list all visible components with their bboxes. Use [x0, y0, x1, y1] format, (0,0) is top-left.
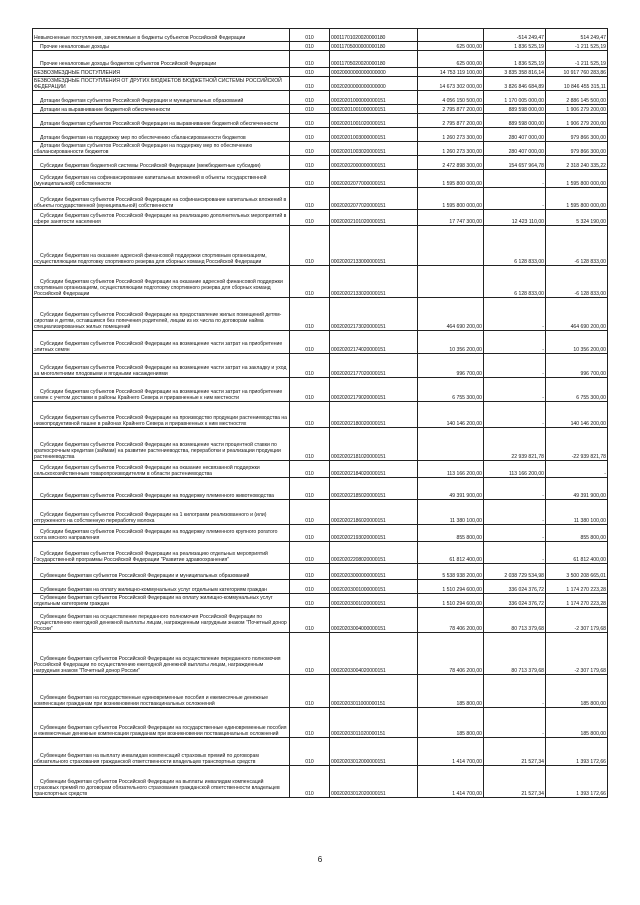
row-approved-amount: 61 812 400,00 — [418, 542, 484, 564]
table-row — [33, 402, 608, 428]
row-name: Субвенции бюджетам субъектов Российской Федерации и муниципальных образований — [33, 564, 290, 580]
row-approved-amount: 185 800,00 — [418, 675, 484, 708]
row-budget-code: 00020203001000000151 — [330, 580, 418, 594]
row-remaining-amount: 1 393 172,66 — [546, 738, 608, 766]
row-executed-amount: 154 657 964,78 — [484, 156, 546, 170]
row-name: БЕЗВОЗМЕЗДНЫЕ ПОСТУПЛЕНИЯ — [33, 68, 290, 77]
row-remaining-amount: 1 906 279 200,00 — [546, 114, 608, 128]
row-line-code: 010 — [290, 210, 330, 226]
row-line-code: 010 — [290, 77, 330, 91]
row-line-code: 010 — [290, 708, 330, 738]
row-executed-amount: 1 836 525,19 — [484, 42, 546, 51]
row-remaining-amount: 979 866 300,00 — [546, 142, 608, 156]
row-remaining-amount: -22 939 821,78 — [546, 428, 608, 461]
row-budget-code: 00020202173020000151 — [330, 298, 418, 331]
row-name: Субсидии бюджетам на софинансирование капитальных вложений в объекты государственной (муниципальной) собственности — [33, 170, 290, 188]
row-name: Субвенции бюджетам субъектов Российской Федерации на государственные единовременные пособия и ежемесячные денежные компенсации гражданам при возникновении поствакцинальных осложнений — [33, 708, 290, 738]
table-row — [33, 331, 608, 354]
row-name: Дотации бюджетам субъектов Российской Федерации на поддержку мер по обеспечению сбалансированности бюджетов — [33, 142, 290, 156]
row-budget-code: 00020203004000000151 — [330, 608, 418, 633]
row-remaining-amount: 3 500 208 665,01 — [546, 564, 608, 580]
row-name: Субсидии бюджетам бюджетной системы Российской Федерации (межбюджетные субсидии) — [33, 156, 290, 170]
row-line-code: 010 — [290, 580, 330, 594]
row-executed-amount: - — [484, 402, 546, 428]
row-budget-code: 00020202184020000151 — [330, 461, 418, 478]
row-line-code: 010 — [290, 331, 330, 354]
row-executed-amount: -514 249,47 — [484, 29, 546, 42]
row-budget-code: 00020201001020000151 — [330, 114, 418, 128]
row-budget-code: 00011701020020000180 — [330, 29, 418, 42]
row-approved-amount: 4 056 150 500,00 — [418, 91, 484, 105]
row-executed-amount: - — [484, 500, 546, 525]
row-name: Дотации бюджетам субъектов Российской Федерации на выравнивание бюджетной обеспеченности — [33, 114, 290, 128]
row-executed-amount: 22 939 821,78 — [484, 428, 546, 461]
row-budget-code: 00020202180020000151 — [330, 402, 418, 428]
row-remaining-amount: 10 917 760 283,86 — [546, 68, 608, 77]
row-name: Субвенции бюджетам субъектов Российской Федерации на оплату жилищно-коммунальных услуг отдельным категориям граждан — [33, 594, 290, 608]
row-line-code: 010 — [290, 142, 330, 156]
row-approved-amount: 2 795 877 200,00 — [418, 114, 484, 128]
row-budget-code: 00020202174020000151 — [330, 331, 418, 354]
row-remaining-amount: 1 595 800 000,00 — [546, 188, 608, 210]
row-approved-amount: 17 747 300,00 — [418, 210, 484, 226]
row-name: БЕЗВОЗМЕЗДНЫЕ ПОСТУПЛЕНИЯ ОТ ДРУГИХ БЮДЖЕТОВ БЮДЖЕТНОЙ СИСТЕМЫ РОССИЙСКОЙ ФЕДЕРАЦИИ — [33, 77, 290, 91]
row-budget-code: 00020202193020000151 — [330, 525, 418, 542]
row-remaining-amount: -2 307 179,68 — [546, 633, 608, 675]
row-executed-amount: 113 166 200,00 — [484, 461, 546, 478]
row-name: Субсидии бюджетам субъектов Российской Федерации на возмещение части процентной ставки по краткосрочным кредитам (займам) на развитие растениеводства, переработки и реализации продукции растениеводства — [33, 428, 290, 461]
row-budget-code: 00011705020020000180 — [330, 51, 418, 68]
row-approved-amount — [418, 266, 484, 298]
row-approved-amount: 14 753 119 100,00 — [418, 68, 484, 77]
row-budget-code: 00020202101020000151 — [330, 210, 418, 226]
row-remaining-amount: -2 307 179,68 — [546, 608, 608, 633]
row-budget-code: 00020202133020000151 — [330, 266, 418, 298]
row-executed-amount: 889 598 000,00 — [484, 105, 546, 114]
row-approved-amount: 185 800,00 — [418, 708, 484, 738]
row-remaining-amount: 514 249,47 — [546, 29, 608, 42]
row-approved-amount: 10 356 200,00 — [418, 331, 484, 354]
table-row — [33, 428, 608, 461]
table-row — [33, 594, 608, 608]
row-budget-code: 00020203012020000151 — [330, 766, 418, 798]
row-remaining-amount: 6 755 300,00 — [546, 378, 608, 402]
row-line-code: 010 — [290, 188, 330, 210]
row-remaining-amount: 140 146 200,00 — [546, 402, 608, 428]
row-approved-amount: 14 673 302 000,00 — [418, 77, 484, 91]
row-remaining-amount: -6 128 833,00 — [546, 266, 608, 298]
table-row — [33, 580, 608, 594]
row-executed-amount: 80 713 379,68 — [484, 608, 546, 633]
row-approved-amount: 78 406 200,00 — [418, 608, 484, 633]
row-remaining-amount: 1 906 279 200,00 — [546, 105, 608, 114]
row-remaining-amount: 10 846 455 315,11 — [546, 77, 608, 91]
row-executed-amount: - — [484, 170, 546, 188]
row-remaining-amount: 855 800,00 — [546, 525, 608, 542]
row-executed-amount: - — [484, 525, 546, 542]
row-executed-amount: - — [484, 542, 546, 564]
row-budget-code: 00020202077000000151 — [330, 170, 418, 188]
row-remaining-amount: 10 356 200,00 — [546, 331, 608, 354]
row-name: Субсидии бюджетам субъектов Российской Федерации на предоставление жилых помещений детям-сиротам и детям, оставшимся без попечения родителей, лицам из их числа по договорам найма специализированных жилых помещений — [33, 298, 290, 331]
row-budget-code: 00020202077020000151 — [330, 188, 418, 210]
table-body — [33, 29, 608, 798]
row-name: Прочие неналоговые доходы — [33, 42, 290, 51]
row-budget-code: 00020202179020000151 — [330, 378, 418, 402]
row-remaining-amount: 2 886 145 500,00 — [546, 91, 608, 105]
table-row — [33, 226, 608, 266]
row-remaining-amount: 1 174 270 223,28 — [546, 594, 608, 608]
row-remaining-amount: 11 380 100,00 — [546, 500, 608, 525]
row-name: Субвенции бюджетам на государственные единовременные пособия и ежемесячные денежные компенсации гражданам при возникновении поствакцинальных осложнений — [33, 675, 290, 708]
row-line-code: 010 — [290, 128, 330, 142]
row-name: Дотации на выравнивание бюджетной обеспеченности — [33, 105, 290, 114]
row-line-code: 010 — [290, 542, 330, 564]
table-row — [33, 91, 608, 105]
table-row — [33, 29, 608, 42]
row-line-code: 010 — [290, 402, 330, 428]
row-line-code: 010 — [290, 51, 330, 68]
row-executed-amount: 6 128 833,00 — [484, 266, 546, 298]
row-approved-amount: 2 795 877 200,00 — [418, 105, 484, 114]
table-row — [33, 114, 608, 128]
row-executed-amount: 6 128 833,00 — [484, 226, 546, 266]
row-remaining-amount: 49 391 900,00 — [546, 478, 608, 500]
row-name: Субсидии бюджетам на оказание адресной финансовой поддержки спортивным организациям, осуществляющим подготовку спортивного резерва для сборных команд Российской Федерации — [33, 226, 290, 266]
table-row — [33, 142, 608, 156]
row-approved-amount: 1 510 294 600,00 — [418, 594, 484, 608]
row-remaining-amount: 5 324 190,00 — [546, 210, 608, 226]
row-line-code: 010 — [290, 500, 330, 525]
row-executed-amount: 336 024 376,72 — [484, 580, 546, 594]
table-row — [33, 128, 608, 142]
row-line-code: 010 — [290, 525, 330, 542]
row-remaining-amount: -1 211 525,19 — [546, 51, 608, 68]
row-line-code: 010 — [290, 266, 330, 298]
table-row — [33, 564, 608, 580]
row-approved-amount: 1 595 800 000,00 — [418, 188, 484, 210]
table-row — [33, 156, 608, 170]
row-budget-code: 00020202181020000151 — [330, 428, 418, 461]
row-executed-amount: 336 024 376,72 — [484, 594, 546, 608]
row-name: Субсидии бюджетам субъектов Российской Федерации на возмещение части затрат на приобретение семян с учетом доставки в районы Крайнего Севера и приравненные к ним местности — [33, 378, 290, 402]
table-row — [33, 378, 608, 402]
row-executed-amount: 80 713 379,68 — [484, 633, 546, 675]
row-name: Прочие неналоговые доходы бюджетов субъектов Российской Федерации — [33, 51, 290, 68]
row-remaining-amount: 1 393 172,66 — [546, 766, 608, 798]
row-executed-amount: 1 170 005 000,00 — [484, 91, 546, 105]
row-budget-code: 00020202133000000151 — [330, 226, 418, 266]
row-remaining-amount: -1 211 525,19 — [546, 42, 608, 51]
table-row — [33, 51, 608, 68]
row-budget-code: 00020202000000000151 — [330, 156, 418, 170]
row-approved-amount: 996 700,00 — [418, 354, 484, 378]
row-line-code: 010 — [290, 478, 330, 500]
row-name: Субвенции бюджетам на оплату жилищно-коммунальных услуг отдельным категориям граждан — [33, 580, 290, 594]
row-executed-amount: - — [484, 298, 546, 331]
row-budget-code: 00020202177020000151 — [330, 354, 418, 378]
row-executed-amount: 889 598 000,00 — [484, 114, 546, 128]
row-remaining-amount: 185 800,00 — [546, 708, 608, 738]
row-name: Дотации бюджетам субъектов Российской Федерации и муниципальных образований — [33, 91, 290, 105]
budget-execution-table — [32, 28, 608, 798]
row-line-code: 010 — [290, 42, 330, 51]
row-budget-code: 00020203011000000151 — [330, 675, 418, 708]
row-name: Субсидии бюджетам субъектов Российской Федерации на 1 килограмм реализованного и (или) отгруженного на собственную переработку молока — [33, 500, 290, 525]
table-row — [33, 608, 608, 633]
row-executed-amount: - — [484, 378, 546, 402]
row-line-code: 010 — [290, 156, 330, 170]
row-approved-amount: 1 260 273 300,00 — [418, 128, 484, 142]
row-line-code: 010 — [290, 675, 330, 708]
row-remaining-amount: 1 595 800 000,00 — [546, 170, 608, 188]
page-number: 6 — [317, 855, 323, 864]
row-executed-amount: - — [484, 478, 546, 500]
row-remaining-amount: 996 700,00 — [546, 354, 608, 378]
row-line-code: 010 — [290, 608, 330, 633]
row-budget-code: 00020202208020000151 — [330, 542, 418, 564]
row-executed-amount: - — [484, 708, 546, 738]
row-name: Субвенции бюджетам субъектов Российской Федерации на выплаты инвалидам компенсаций страховых премий по договорам обязательного страхования гражданской ответственности владельцев транспортных средств — [33, 766, 290, 798]
row-executed-amount: 1 836 525,19 — [484, 51, 546, 68]
row-line-code: 010 — [290, 428, 330, 461]
row-budget-code: 00011705000000000180 — [330, 42, 418, 51]
table-row — [33, 105, 608, 114]
row-line-code: 010 — [290, 105, 330, 114]
row-budget-code: 00020203012000000151 — [330, 738, 418, 766]
row-line-code: 010 — [290, 594, 330, 608]
row-name: Субсидии бюджетам субъектов Российской Федерации на реализацию отдельных мероприятий Государственной программы Российской Федерации "Развитие здравоохранения" — [33, 542, 290, 564]
row-budget-code: 00020201000000000151 — [330, 91, 418, 105]
table-row — [33, 298, 608, 331]
table-row — [33, 77, 608, 91]
row-approved-amount: 11 380 100,00 — [418, 500, 484, 525]
row-executed-amount: 280 407 000,00 — [484, 128, 546, 142]
row-executed-amount: - — [484, 354, 546, 378]
row-remaining-amount: 464 690 200,00 — [546, 298, 608, 331]
row-name: Невыясненные поступления, зачисляемые в бюджеты субъектов Российской Федерации — [33, 29, 290, 42]
row-name: Субсидии бюджетам субъектов Российской Федерации на производство продукции растениеводства на низкопродуктивной пашне в районах Крайнего Севера и приравненных к ним местностях — [33, 402, 290, 428]
table-row — [33, 210, 608, 226]
row-line-code: 010 — [290, 298, 330, 331]
table-row — [33, 170, 608, 188]
row-name: Субсидии бюджетам субъектов Российской Федерации на поддержку племенного крупного рогатого скота мясного направления — [33, 525, 290, 542]
row-line-code: 010 — [290, 738, 330, 766]
table-row — [33, 68, 608, 77]
row-approved-amount: 855 800,00 — [418, 525, 484, 542]
row-name: Субвенции бюджетам на выплату инвалидам компенсаций страховых премий по договорам обязательного страхования гражданской ответственности владельцев транспортных средств — [33, 738, 290, 766]
row-approved-amount: 140 146 200,00 — [418, 402, 484, 428]
row-executed-amount: - — [484, 331, 546, 354]
table-row — [33, 738, 608, 766]
table-row — [33, 478, 608, 500]
row-approved-amount: 1 510 294 600,00 — [418, 580, 484, 594]
row-line-code: 010 — [290, 461, 330, 478]
row-name: Субсидии бюджетам субъектов Российской Федерации на возмещение части затрат на приобретение элитных семян — [33, 331, 290, 354]
row-approved-amount: 5 538 938 200,00 — [418, 564, 484, 580]
row-name: Субсидии бюджетам субъектов Российской Федерации на возмещение части затрат на закладку и уход за многолетними плодовыми и ягодными насаждениями — [33, 354, 290, 378]
row-approved-amount: 78 406 200,00 — [418, 633, 484, 675]
row-approved-amount: 625 000,00 — [418, 42, 484, 51]
row-budget-code: 00020203000000000151 — [330, 564, 418, 580]
table-row — [33, 500, 608, 525]
row-remaining-amount: 185 800,00 — [546, 675, 608, 708]
row-budget-code: 00020202186020000151 — [330, 500, 418, 525]
row-line-code: 010 — [290, 766, 330, 798]
row-approved-amount: 2 472 898 300,00 — [418, 156, 484, 170]
row-approved-amount: 6 755 300,00 — [418, 378, 484, 402]
row-executed-amount: 3 835 358 816,14 — [484, 68, 546, 77]
row-budget-code: 00020201001000000151 — [330, 105, 418, 114]
table-row — [33, 766, 608, 798]
table-row — [33, 354, 608, 378]
table-row — [33, 708, 608, 738]
row-line-code: 010 — [290, 68, 330, 77]
row-line-code: 010 — [290, 564, 330, 580]
row-executed-amount: 3 826 846 684,89 — [484, 77, 546, 91]
row-remaining-amount: - — [546, 461, 608, 478]
row-remaining-amount: 1 174 270 223,28 — [546, 580, 608, 594]
row-line-code: 010 — [290, 91, 330, 105]
row-name: Дотации бюджетам на поддержку мер по обеспечению сбалансированности бюджетов — [33, 128, 290, 142]
row-budget-code: 00020203011020000151 — [330, 708, 418, 738]
row-budget-code: 00020200000000000000 — [330, 77, 418, 91]
row-remaining-amount: 61 812 400,00 — [546, 542, 608, 564]
row-approved-amount: 625 000,00 — [418, 51, 484, 68]
row-name: Субсидии бюджетам субъектов Российской Федерации на поддержку племенного животноводства — [33, 478, 290, 500]
row-name: Субсидии бюджетам субъектов Российской Федерации на софинансирование капитальных вложений в объекты государственной (муниципальной) собственности — [33, 188, 290, 210]
row-remaining-amount: 2 318 240 335,22 — [546, 156, 608, 170]
row-line-code: 010 — [290, 354, 330, 378]
table-row — [33, 188, 608, 210]
row-name: Субсидии бюджетам субъектов Российской Федерации на реализацию дополнительных мероприятий в сфере занятости населения — [33, 210, 290, 226]
row-budget-code: 00020203001020000151 — [330, 594, 418, 608]
table-row — [33, 633, 608, 675]
row-approved-amount: 1 414 700,00 — [418, 738, 484, 766]
row-line-code: 010 — [290, 29, 330, 42]
table-row — [33, 42, 608, 51]
row-executed-amount: 21 527,34 — [484, 766, 546, 798]
row-budget-code: 00020201003000000151 — [330, 128, 418, 142]
table-row — [33, 525, 608, 542]
row-name: Субсидии бюджетам субъектов Российской Федерации на оказание несвязанной поддержки сельскохозяйственным товаропроизводителям в области растениеводства — [33, 461, 290, 478]
row-remaining-amount: -6 128 833,00 — [546, 226, 608, 266]
row-approved-amount — [418, 428, 484, 461]
row-executed-amount: 280 407 000,00 — [484, 142, 546, 156]
row-line-code: 010 — [290, 378, 330, 402]
row-approved-amount — [418, 226, 484, 266]
row-name: Субвенции бюджетам субъектов Российской Федерации на осуществление переданного полномочия Российской Федерации по осуществлению ежегодной денежной выплаты лицам, награжденным нагрудным знаком "Почетный донор России" — [33, 633, 290, 675]
row-executed-amount: - — [484, 675, 546, 708]
row-approved-amount: 113 166 200,00 — [418, 461, 484, 478]
table-row — [33, 542, 608, 564]
row-remaining-amount: 979 866 300,00 — [546, 128, 608, 142]
row-executed-amount: 2 038 729 534,98 — [484, 564, 546, 580]
row-executed-amount: 12 423 110,00 — [484, 210, 546, 226]
row-executed-amount: - — [484, 188, 546, 210]
table-row — [33, 675, 608, 708]
row-line-code: 010 — [290, 170, 330, 188]
row-budget-code: 00020201003020000151 — [330, 142, 418, 156]
table-row — [33, 266, 608, 298]
table-row — [33, 461, 608, 478]
row-name: Субвенции бюджетам на осуществление переданного полномочия Российской Федерации по осуществлению ежегодной денежной выплаты лицам, награжденным нагрудным знаком "Почетный донор России" — [33, 608, 290, 633]
row-line-code: 010 — [290, 633, 330, 675]
row-budget-code: 00020203004020000151 — [330, 633, 418, 675]
row-name: Субсидии бюджетам субъектов Российской Федерации на оказание адресной финансовой поддержки спортивным организациям, осуществляющим подготовку спортивного резерва для сборных команд Российской Федерации — [33, 266, 290, 298]
row-budget-code: 00020000000000000000 — [330, 68, 418, 77]
row-approved-amount: 464 690 200,00 — [418, 298, 484, 331]
row-approved-amount: 1 595 800 000,00 — [418, 170, 484, 188]
row-budget-code: 00020202185020000151 — [330, 478, 418, 500]
row-approved-amount — [418, 29, 484, 42]
row-approved-amount: 1 260 273 300,00 — [418, 142, 484, 156]
row-line-code: 010 — [290, 226, 330, 266]
row-approved-amount: 1 414 700,00 — [418, 766, 484, 798]
row-executed-amount: 21 527,34 — [484, 738, 546, 766]
row-approved-amount: 49 391 900,00 — [418, 478, 484, 500]
row-line-code: 010 — [290, 114, 330, 128]
